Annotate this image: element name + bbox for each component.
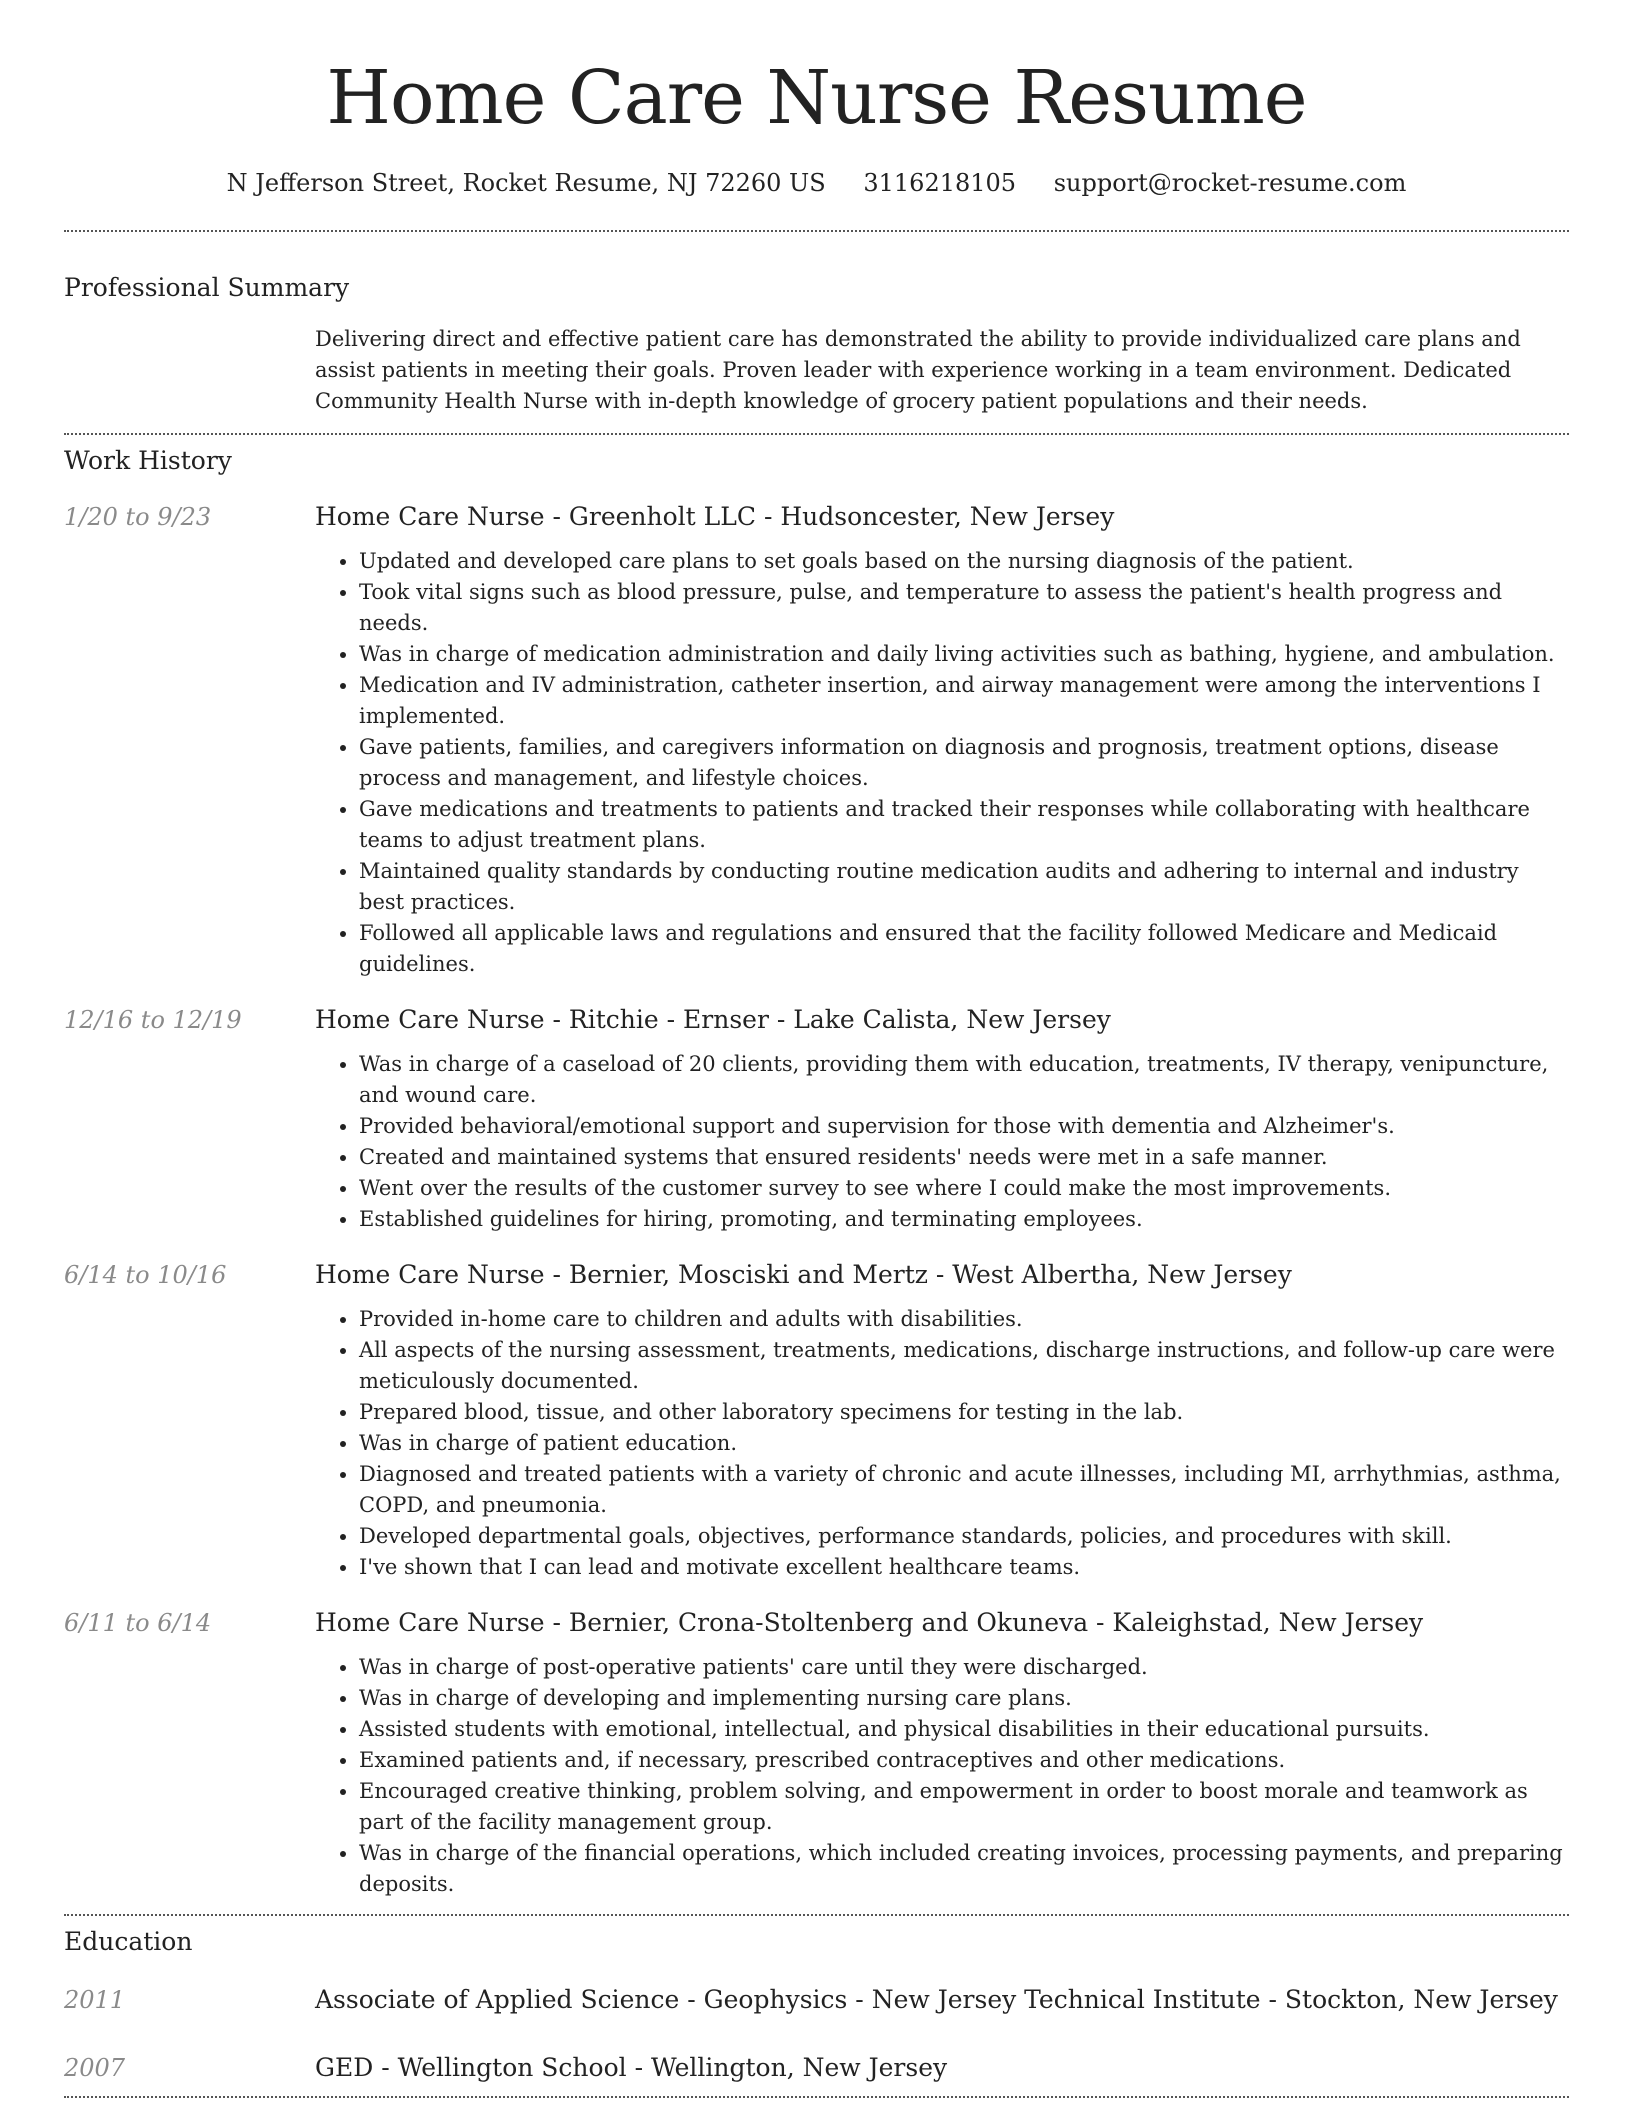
section-divider [64, 230, 1569, 232]
job-bullet: • Gave patients, families, and caregivers information on diagnosis and prognosis, treatment options, disease process and management, and lifestyle choices. [359, 732, 1569, 794]
job-details [315, 1607, 1569, 1900]
contact-email: support@rocket-resume.com [1053, 169, 1407, 197]
education-entry [64, 2052, 1569, 2084]
job-entry [64, 501, 1569, 980]
job-entry [64, 1607, 1569, 1900]
job-bullet: • Followed all applicable laws and regulations and ensured that the facility followed Medicare and Medicaid guidelines. [359, 918, 1569, 980]
job-bullet-list [315, 546, 1569, 980]
job-date: 12/16 to 12/19 [64, 1006, 242, 1034]
section-divider [64, 2096, 1569, 2098]
work-history-list [64, 501, 1569, 1900]
job-bullet: • Diagnosed and treated patients with a variety of chronic and acute illnesses, including MI, arrhythmias, asthma, COPD, and pneumonia. [359, 1459, 1569, 1521]
job-bullet: • Medication and IV administration, catheter insertion, and airway management were among the interventions I implemented. [359, 670, 1569, 732]
job-bullet: • Assisted students with emotional, intellectual, and physical disabilities in their educational pursuits. [359, 1714, 1569, 1745]
education-heading: Education [64, 1927, 193, 1956]
job-bullet: • Was in charge of post-operative patients' care until they were discharged. [359, 1652, 1569, 1683]
education-date: 2007 [64, 2054, 126, 2082]
job-bullet: • Was in charge of medication administration and daily living activities such as bathing, hygiene, and ambulation. [359, 639, 1569, 670]
contact-line [64, 168, 1569, 198]
job-details [315, 1004, 1569, 1235]
job-date: 1/20 to 9/23 [64, 503, 212, 531]
job-date: 6/14 to 10/16 [64, 1261, 227, 1289]
job-bullet: • Prepared blood, tissue, and other laboratory specimens for testing in the lab. [359, 1397, 1569, 1428]
job-heading: Home Care Nurse - Ritchie - Ernser - Lake Calista, New Jersey [315, 1005, 1111, 1034]
job-bullet: • Encouraged creative thinking, problem solving, and empowerment in order to boost morale and teamwork as part of the facility management group. [359, 1776, 1569, 1838]
job-bullet-list [315, 1049, 1569, 1235]
education-entry [64, 1984, 1569, 2016]
job-bullet: • Established guidelines for hiring, promoting, and terminating employees. [359, 1204, 1569, 1235]
section-divider [64, 1914, 1569, 1916]
education-date: 2011 [64, 1986, 126, 2014]
job-bullet: • Was in charge of developing and implementing nursing care plans. [359, 1683, 1569, 1714]
job-bullet: • Created and maintained systems that ensured residents' needs were met in a safe manner. [359, 1142, 1569, 1173]
job-bullet: • Was in charge of patient education. [359, 1428, 1569, 1459]
job-bullet: • Examined patients and, if necessary, prescribed contraceptives and other medications. [359, 1745, 1569, 1776]
job-heading: Home Care Nurse - Greenholt LLC - Hudsoncester, New Jersey [315, 502, 1115, 531]
contact-address: N Jefferson Street, Rocket Resume, NJ 72260 US [226, 169, 826, 197]
job-heading: Home Care Nurse - Bernier, Mosciski and Mertz - West Albertha, New Jersey [315, 1260, 1292, 1289]
job-date: 6/11 to 6/14 [64, 1609, 212, 1637]
job-bullet: • Gave medications and treatments to patients and tracked their responses while collaborating with healthcare teams to adjust treatment plans. [359, 794, 1569, 856]
job-bullet: • All aspects of the nursing assessment, treatments, medications, discharge instructions, and follow-up care were meticulously documented. [359, 1335, 1569, 1397]
education-list [64, 1984, 1569, 2084]
job-bullet: • Maintained quality standards by conducting routine medication audits and adhering to internal and industry best practices. [359, 856, 1569, 918]
summary-text: Delivering direct and effective patient care has demonstrated the ability to provide individualized care plans and assist patients in meeting their goals. Proven leader with experience working in a team environment. Dedicated Community Health Nurse with in-depth knowledge of grocery patient populations and their needs. [315, 327, 1521, 413]
job-bullet-list [315, 1652, 1569, 1900]
section-divider [64, 433, 1569, 435]
job-bullet-list [315, 1304, 1569, 1583]
job-bullet: • Went over the results of the customer survey to see where I could make the most improvements. [359, 1173, 1569, 1204]
contact-phone: 3116218105 [863, 169, 1017, 197]
resume-page [64, 0, 1569, 2098]
job-bullet: • Was in charge of the financial operations, which included creating invoices, processing payments, and preparing deposits. [359, 1838, 1569, 1900]
job-bullet: • I've shown that I can lead and motivate excellent healthcare teams. [359, 1552, 1569, 1583]
job-details [315, 1259, 1569, 1583]
job-heading: Home Care Nurse - Bernier, Crona-Stoltenberg and Okuneva - Kaleighstad, New Jersey [315, 1608, 1424, 1637]
job-bullet: • Developed departmental goals, objectives, performance standards, policies, and procedures with skill. [359, 1521, 1569, 1552]
job-bullet: • Was in charge of a caseload of 20 clients, providing them with education, treatments, IV therapy, venipuncture, and wound care. [359, 1049, 1569, 1111]
job-bullet: • Provided behavioral/emotional support and supervision for those with dementia and Alzheimer's. [359, 1111, 1569, 1142]
job-bullet: • Provided in-home care to children and adults with disabilities. [359, 1304, 1569, 1335]
job-details [315, 501, 1569, 980]
education-text: GED - Wellington School - Wellington, New Jersey [315, 2053, 948, 2082]
summary-heading: Professional Summary [64, 273, 350, 302]
job-entry [64, 1004, 1569, 1235]
work-history-heading: Work History [64, 446, 232, 475]
job-entry [64, 1259, 1569, 1583]
job-bullet: • Updated and developed care plans to set goals based on the nursing diagnosis of the patient. [359, 546, 1569, 577]
education-text: Associate of Applied Science - Geophysics - New Jersey Technical Institute - Stockton, New Jersey [315, 1985, 1558, 2014]
job-bullet: • Took vital signs such as blood pressure, pulse, and temperature to assess the patient's health progress and needs. [359, 577, 1569, 639]
page-title: Home Care Nurse Resume [326, 55, 1307, 141]
